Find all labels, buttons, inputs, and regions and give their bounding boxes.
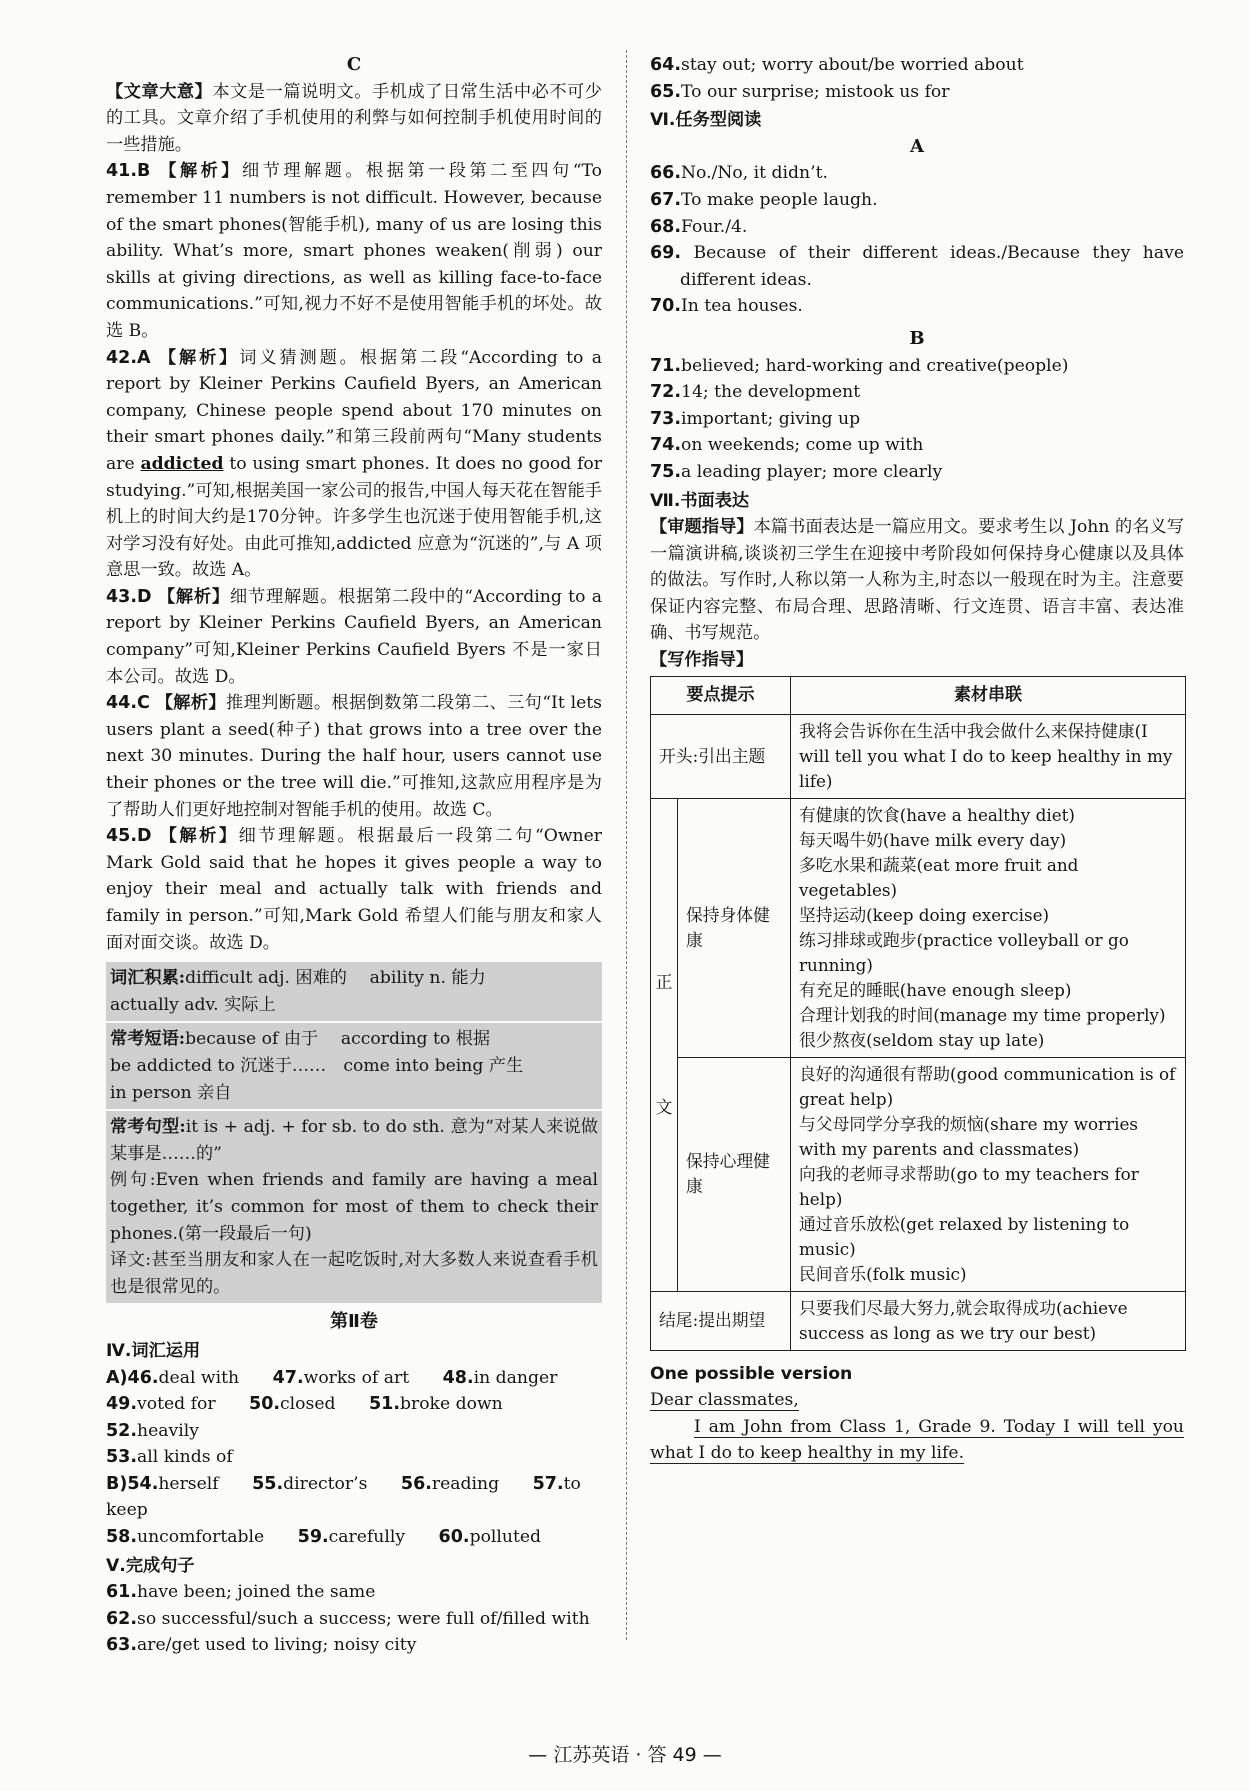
- answer-line: [106, 1391, 602, 1444]
- analysis-tag: 【解析】: [155, 693, 226, 714]
- q-ans: important; giving up: [681, 408, 861, 429]
- q-num: 66.: [650, 163, 682, 184]
- q-ans: closed: [280, 1394, 336, 1415]
- section7-heading: Ⅶ.书面表达: [650, 490, 750, 511]
- q-ans: director’s: [283, 1473, 368, 1494]
- material-item: 与父母同学分享我的烦恼(share my worries with my parents and classmates): [799, 1113, 1139, 1159]
- q-num: 58.: [106, 1527, 138, 1548]
- q-num: 68.: [650, 216, 682, 237]
- analysis-tag: 【解析】: [159, 826, 239, 847]
- writing-guide-table: [650, 676, 1186, 1351]
- q-num: 51.: [368, 1394, 400, 1415]
- q-ans: works of art: [303, 1367, 410, 1388]
- q-num: 71.: [650, 355, 682, 376]
- answer-45: [106, 823, 602, 956]
- analysis-tag: 【解析】: [157, 586, 230, 607]
- answer-number: 43.D: [106, 586, 152, 607]
- page-footer: — 江苏英语 · 答 49 —: [528, 1744, 722, 1766]
- answer-text: 词义猜测题。根据第二段“According to a report by Kleiner Perkins Caufield Byers, an American company, Chinese people spend about 170 minutes on their smart phones daily.”和第三段前两句“Many students are: [106, 347, 603, 474]
- q-num: 47.: [272, 1367, 304, 1388]
- answer-line: [106, 1471, 602, 1524]
- review-guide: [650, 514, 1184, 647]
- answer-43: [106, 584, 602, 690]
- q-ans: Four./4.: [681, 216, 748, 237]
- q-ans: In tea houses.: [681, 296, 803, 317]
- answer-number: 41.B: [106, 161, 151, 182]
- answer-text: 推理判断题。根据倒数第二段第二、三句“It lets users plant a seed(种子) that grows into a tree over the next 30 minutes. During the half hour, users cannot use their phones or the tree will die.”可推知,这款应用程序是为了帮助人们更好地控制对智能手机的使用。故选 C。: [106, 693, 602, 820]
- table-head-material: 素材串联: [791, 676, 1186, 714]
- review-text: 本篇书面表达是一篇应用文。要求考生以 John 的名义写一篇演讲稿,谈谈初三学生在迎接中考阶段如何保持身心健康以及具体的做法。写作时,人称以第一人称为主,时态以一般现在时为主。注意要保证内容完整、布局合理、思路清晰、行文连贯、语言丰富、表达准确、书写规范。: [650, 517, 1184, 644]
- material-item: 合理计划我的时间(manage my time properly): [799, 1004, 1166, 1025]
- q-ans: heavily: [137, 1420, 199, 1441]
- q-num: 53.: [106, 1447, 138, 1468]
- q-ans: broke down: [399, 1394, 503, 1415]
- q-ans: a leading player; more clearly: [681, 461, 943, 482]
- answer-number: 45.D: [106, 826, 152, 847]
- q-num: B)54.: [106, 1473, 159, 1494]
- answer-line: [650, 406, 1184, 433]
- q-ans: believed; hard-working and creative(people): [681, 355, 1069, 376]
- q-ans: are/get used to living; noisy city: [137, 1635, 417, 1656]
- q-ans: have been; joined the same: [137, 1582, 376, 1603]
- phrases-line: be addicted to 沉迷于…… come into being 产生: [110, 1055, 524, 1076]
- q-ans: polluted: [469, 1527, 542, 1548]
- section5-heading: Ⅴ.完成句子: [106, 1555, 195, 1576]
- answer-line: [106, 1444, 602, 1471]
- q-ans: to keep: [106, 1473, 581, 1521]
- answer-line: [650, 459, 1184, 486]
- left-column: [106, 52, 602, 1659]
- body2-items: [791, 1057, 1186, 1291]
- answer-42: [106, 345, 602, 584]
- writing-guide-tag: 【写作指导】: [650, 650, 754, 671]
- volume-heading: 第Ⅱ卷: [330, 1311, 378, 1333]
- q-ans: 14; the development: [681, 382, 861, 403]
- section-c-heading: C: [346, 54, 362, 75]
- answer-line: [650, 240, 1184, 293]
- q-num: 55.: [252, 1473, 284, 1494]
- body2-label: 保持心理健康: [678, 1057, 791, 1291]
- q-ans: To make people laugh.: [681, 189, 878, 210]
- translation-text: 甚至当朋友和家人在一起吃饭时,对大多数人来说查看手机也是很常见的。: [110, 1250, 598, 1297]
- review-tag: 【审题指导】: [650, 517, 754, 538]
- part-a-heading: A: [910, 135, 924, 157]
- translation-tag: 译文:: [110, 1250, 152, 1271]
- summary-tag: 【文章大意】: [106, 81, 213, 102]
- q-ans: stay out; worry about/be worried about: [681, 55, 1024, 75]
- material-item: 多吃水果和蔬菜(eat more fruit and vegetables): [799, 854, 1079, 900]
- column-divider: [626, 50, 627, 1640]
- q-ans: uncomfortable: [137, 1527, 265, 1548]
- q-num: 60.: [438, 1527, 470, 1548]
- q-num: 67.: [650, 189, 682, 210]
- q-num: 62.: [106, 1608, 138, 1629]
- section4-answers: [106, 1365, 602, 1551]
- vocab-line: difficult adj. 困难的 ability n. 能力: [185, 968, 486, 989]
- answer-line: [650, 379, 1184, 406]
- q-num: 56.: [400, 1473, 432, 1494]
- q-ans: deal with: [158, 1367, 240, 1388]
- answer-number: 44.C: [106, 693, 150, 714]
- opening-text: 我将会告诉你在生活中我会做什么来保持健康(I will tell you what I do to keep healthy in my life): [791, 714, 1186, 798]
- answer-text: to using smart phones. It does no good for studying.”可知,根据美国一家公司的报告,中国人每天花在智能手机上的时间大约是170分钟。许多学生也沉迷于使用智能手机,这对学习没有好处。由此可推知,addicted 应意为“沉迷的”,与 A 项意思一致。故选 A。: [106, 453, 602, 581]
- pattern-tag: 常考句型:: [110, 1117, 186, 1138]
- essay-greeting: [650, 1387, 1184, 1414]
- answer-line: [650, 79, 1184, 106]
- body1-label: 保持身体健康: [678, 798, 791, 1057]
- material-item: 坚持运动(keep doing exercise): [799, 904, 1050, 925]
- q-ans: carefully: [328, 1527, 406, 1548]
- q-num: 65.: [650, 81, 682, 102]
- essay-title: One possible version: [650, 1363, 853, 1384]
- essay-body-text: I am John from Class 1, Grade 9. Today I will tell you what I do to keep healthy in my life.: [650, 1416, 1184, 1464]
- answer-line: [650, 160, 1184, 187]
- answer-line: [106, 1579, 602, 1606]
- section6-heading: Ⅵ.任务型阅读: [650, 110, 762, 131]
- q-num: 64.: [650, 55, 682, 75]
- answer-line: [650, 187, 1184, 214]
- answer-line: [650, 293, 1184, 320]
- analysis-tag: 【解析】: [158, 347, 240, 368]
- answer-text: 细节理解题。根据第二段中的“According to a report by Kleiner Perkins Caufield Byers, an American company”可知,Kleiner Perkins Caufield Byers 不是一家日本公司。故选 D。: [106, 586, 602, 687]
- q-num: 72.: [650, 382, 682, 403]
- right-column: [650, 52, 1184, 1467]
- q-ans: herself: [158, 1473, 219, 1494]
- answer-line: [650, 432, 1184, 459]
- material-item: 练习排球或跑步(practice volleyball or go running): [799, 929, 1129, 975]
- section4-heading: Ⅳ.词汇运用: [106, 1340, 201, 1361]
- q-ans: No./No, it didn’t.: [681, 163, 828, 184]
- underlined-word: addicted: [140, 453, 224, 474]
- body-label: 正 文: [651, 798, 678, 1291]
- answer-line: [106, 1632, 602, 1659]
- material-item: 民间音乐(folk music): [799, 1263, 967, 1284]
- q-num: 61.: [106, 1582, 138, 1603]
- answer-line: [650, 353, 1184, 380]
- example-tag: 例句:: [110, 1170, 156, 1191]
- material-item: 有充足的睡眠(have enough sleep): [799, 979, 1072, 1000]
- vocab-box: [106, 962, 602, 1021]
- answer-line: [106, 1606, 602, 1633]
- answer-44: [106, 690, 602, 823]
- material-item: 有健康的饮食(have a healthy diet): [799, 804, 1075, 825]
- vocab-line: actually adv. 实际上: [110, 994, 276, 1015]
- q-num: 69.: [650, 243, 682, 264]
- ending-label: 结尾:提出期望: [651, 1291, 791, 1350]
- material-item: 每天喝牛奶(have milk every day): [799, 829, 1067, 850]
- phrases-box: [106, 1023, 602, 1109]
- material-item: 很少熬夜(seldom stay up late): [799, 1029, 1045, 1050]
- answer-number: 42.A: [106, 347, 151, 368]
- q-num: 70.: [650, 296, 682, 317]
- q-num: 75.: [650, 461, 682, 482]
- phrases-line: because of 由于 according to 根据: [185, 1029, 491, 1050]
- q-ans: so successful/such a success; were full of/filled with: [137, 1608, 590, 1629]
- body1-items: [791, 798, 1186, 1057]
- summary-text: 本文是一篇说明文。手机成了日常生活中必不可少的工具。文章介绍了手机使用的利弊与如何控制手机使用时间的一些措施。: [106, 81, 602, 155]
- q-num: 74.: [650, 435, 682, 456]
- q-num: 49.: [106, 1394, 138, 1415]
- pattern-text: it is + adj. + for sb. to do sth. 意为“对某人来说做某事是……的”: [110, 1117, 598, 1164]
- q-ans: reading: [431, 1473, 500, 1494]
- answer-41: [106, 158, 602, 344]
- table-head-points: 要点提示: [651, 676, 791, 714]
- phrases-line: in person 亲自: [110, 1082, 232, 1103]
- q-ans: all kinds of: [137, 1447, 233, 1468]
- pattern-box: [106, 1111, 602, 1303]
- q-num: 50.: [249, 1394, 281, 1415]
- analysis-tag: 【解析】: [159, 161, 242, 182]
- q-ans: in danger: [473, 1367, 558, 1388]
- material-item: 通过音乐放松(get relaxed by listening to music): [799, 1213, 1130, 1259]
- opening-label: 开头:引出主题: [651, 714, 791, 798]
- answer-text: 细节理解题。根据第一段第二至四句“To remember 11 numbers is not difficult. However, because of the smart phones(智能手机), many of us are losing this ability. What’s more, smart phones weaken(削弱) our skills at giving directions, as well as killing face-to-face communications.”可知,视力不好不是使用智能手机的坏处。故选 B。: [106, 161, 602, 341]
- q-num: 59.: [297, 1527, 329, 1548]
- q-num: 48.: [442, 1367, 474, 1388]
- vocab-tag: 词汇积累:: [110, 968, 186, 989]
- part-b-heading: B: [909, 327, 925, 349]
- q-num: 73.: [650, 408, 682, 429]
- answer-line: [650, 52, 1184, 79]
- q-ans: To our surprise; mistook us for: [681, 81, 950, 102]
- summary: [106, 79, 602, 159]
- answer-line: [106, 1365, 602, 1392]
- q-num: 57.: [532, 1473, 564, 1494]
- q-num: 52.: [106, 1420, 138, 1441]
- essay-body: [650, 1414, 1184, 1467]
- essay-greeting-text: Dear classmates,: [650, 1390, 799, 1411]
- q-ans: voted for: [137, 1394, 216, 1415]
- answer-line: [106, 1524, 602, 1551]
- q-num: 63.: [106, 1635, 138, 1656]
- q-ans: Because of their different ideas./Because they have different ideas.: [680, 243, 1184, 290]
- material-item: 良好的沟通很有帮助(good communication is of great help): [799, 1063, 1176, 1109]
- material-item: 向我的老师寻求帮助(go to my teachers for help): [799, 1163, 1139, 1209]
- ending-text: 只要我们尽最大努力,就会取得成功(achieve success as long as we try our best): [791, 1291, 1186, 1350]
- answer-text: 细节理解题。根据最后一段第二句“Owner Mark Gold said that he hopes it gives people a way to enjoy their meal and actually talk with friends and family in person.”可知,Mark Gold 希望人们能与朋友和家人面对面交谈。故选 D。: [106, 826, 602, 953]
- answer-line: [650, 214, 1184, 241]
- q-ans: on weekends; come up with: [681, 435, 924, 456]
- phrases-tag: 常考短语:: [110, 1029, 186, 1050]
- example-text: Even when friends and family are having a meal together, it’s common for most of them to check their phones.(第一段最后一句): [110, 1170, 598, 1244]
- q-num: A)46.: [106, 1367, 159, 1388]
